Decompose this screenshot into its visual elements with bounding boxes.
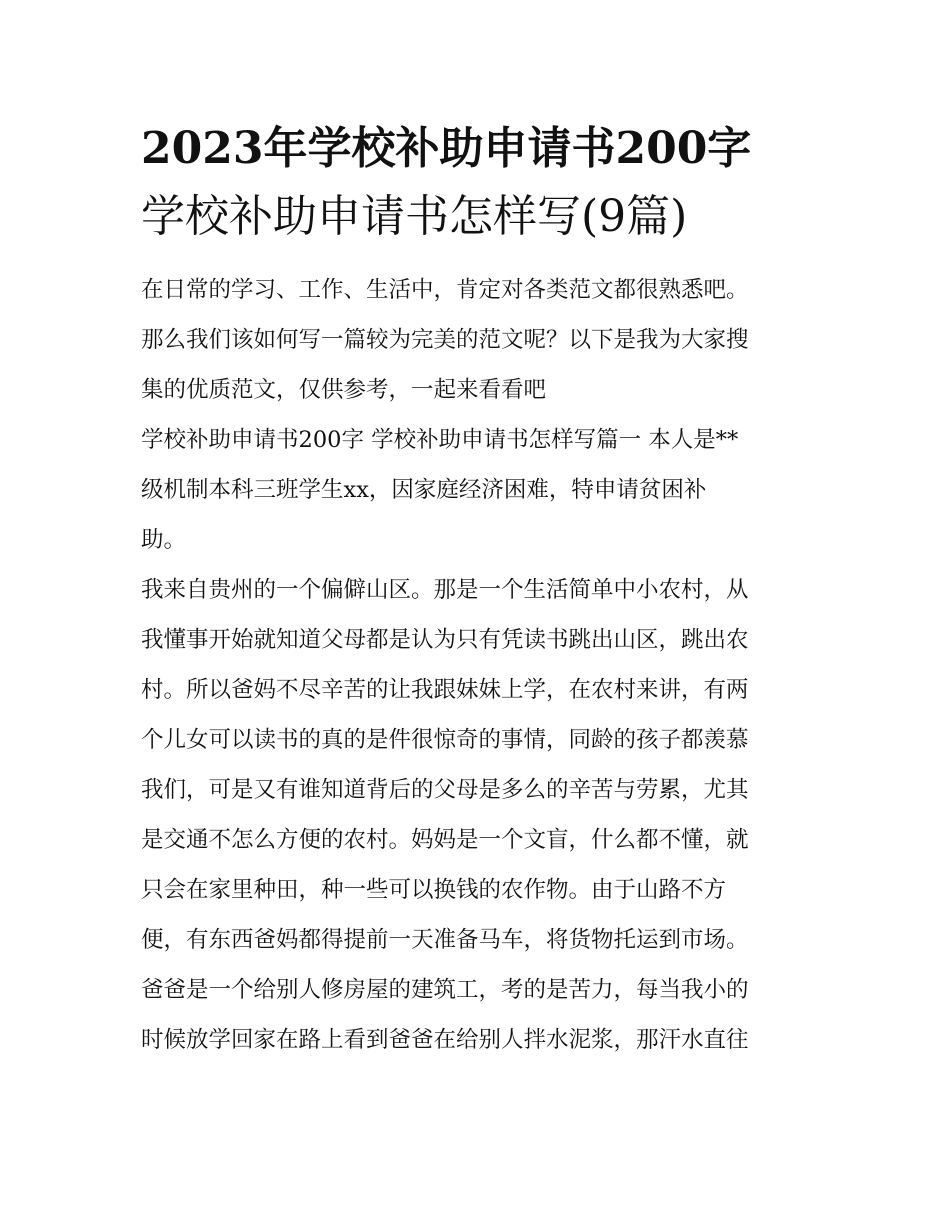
text-line: 村。所以爸妈不尽辛苦的让我跟妹妹上学，在农村来讲，有两: [141, 677, 749, 703]
text-line: 我懂事开始就知道父母都是认为只有凭读书跳出山区，跳出农: [141, 627, 749, 653]
title-line-1: 2023年学校补助申请书200字: [141, 123, 752, 174]
title-line-2: 学校补助申请书怎样写(9篇): [141, 191, 688, 242]
document-title: [141, 115, 813, 251]
text-line: 助。: [141, 527, 187, 553]
text-line: 学校补助申请书200字 学校补助申请书怎样写篇一 本人是**: [141, 427, 739, 453]
text-line: 便，有东西爸妈都得提前一天准备马车，将货物托运到市场。: [141, 927, 749, 953]
text-line: 个儿女可以读书的真的是件很惊奇的事情，同龄的孩子都羡慕: [141, 727, 749, 753]
text-line: 那么我们该如何写一篇较为完美的范文呢？以下是我为大家搜: [141, 327, 749, 353]
text-line: 我们，可是又有谁知道背后的父母是多么的辛苦与劳累，尤其: [141, 777, 749, 803]
text-line: 是交通不怎么方便的农村。妈妈是一个文盲，什么都不懂，就: [141, 827, 749, 853]
document-body: [141, 265, 813, 1065]
text-line: 爸爸是一个给别人修房屋的建筑工，考的是苦力，每当我小的: [141, 977, 749, 1003]
paragraph-heading: [141, 415, 813, 565]
text-line: 只会在家里种田，种一些可以换钱的农作物。由于山路不方: [141, 877, 727, 903]
text-line: 级机制本科三班学生xx，因家庭经济困难，特申请贫困补: [141, 477, 707, 503]
text-line: 集的优质范文，仅供参考，一起来看看吧: [141, 377, 547, 403]
text-line: 时候放学回家在路上看到爸爸在给别人拌水泥浆，那汗水直往: [141, 1027, 749, 1053]
paragraph-intro: [141, 265, 813, 415]
document-page: [141, 115, 813, 1065]
paragraph-body: [141, 565, 813, 1065]
text-line: 我来自贵州的一个偏僻山区。那是一个生活简单中小农村，从: [141, 577, 749, 603]
text-line: 在日常的学习、工作、生活中，肯定对各类范文都很熟悉吧。: [141, 277, 749, 303]
